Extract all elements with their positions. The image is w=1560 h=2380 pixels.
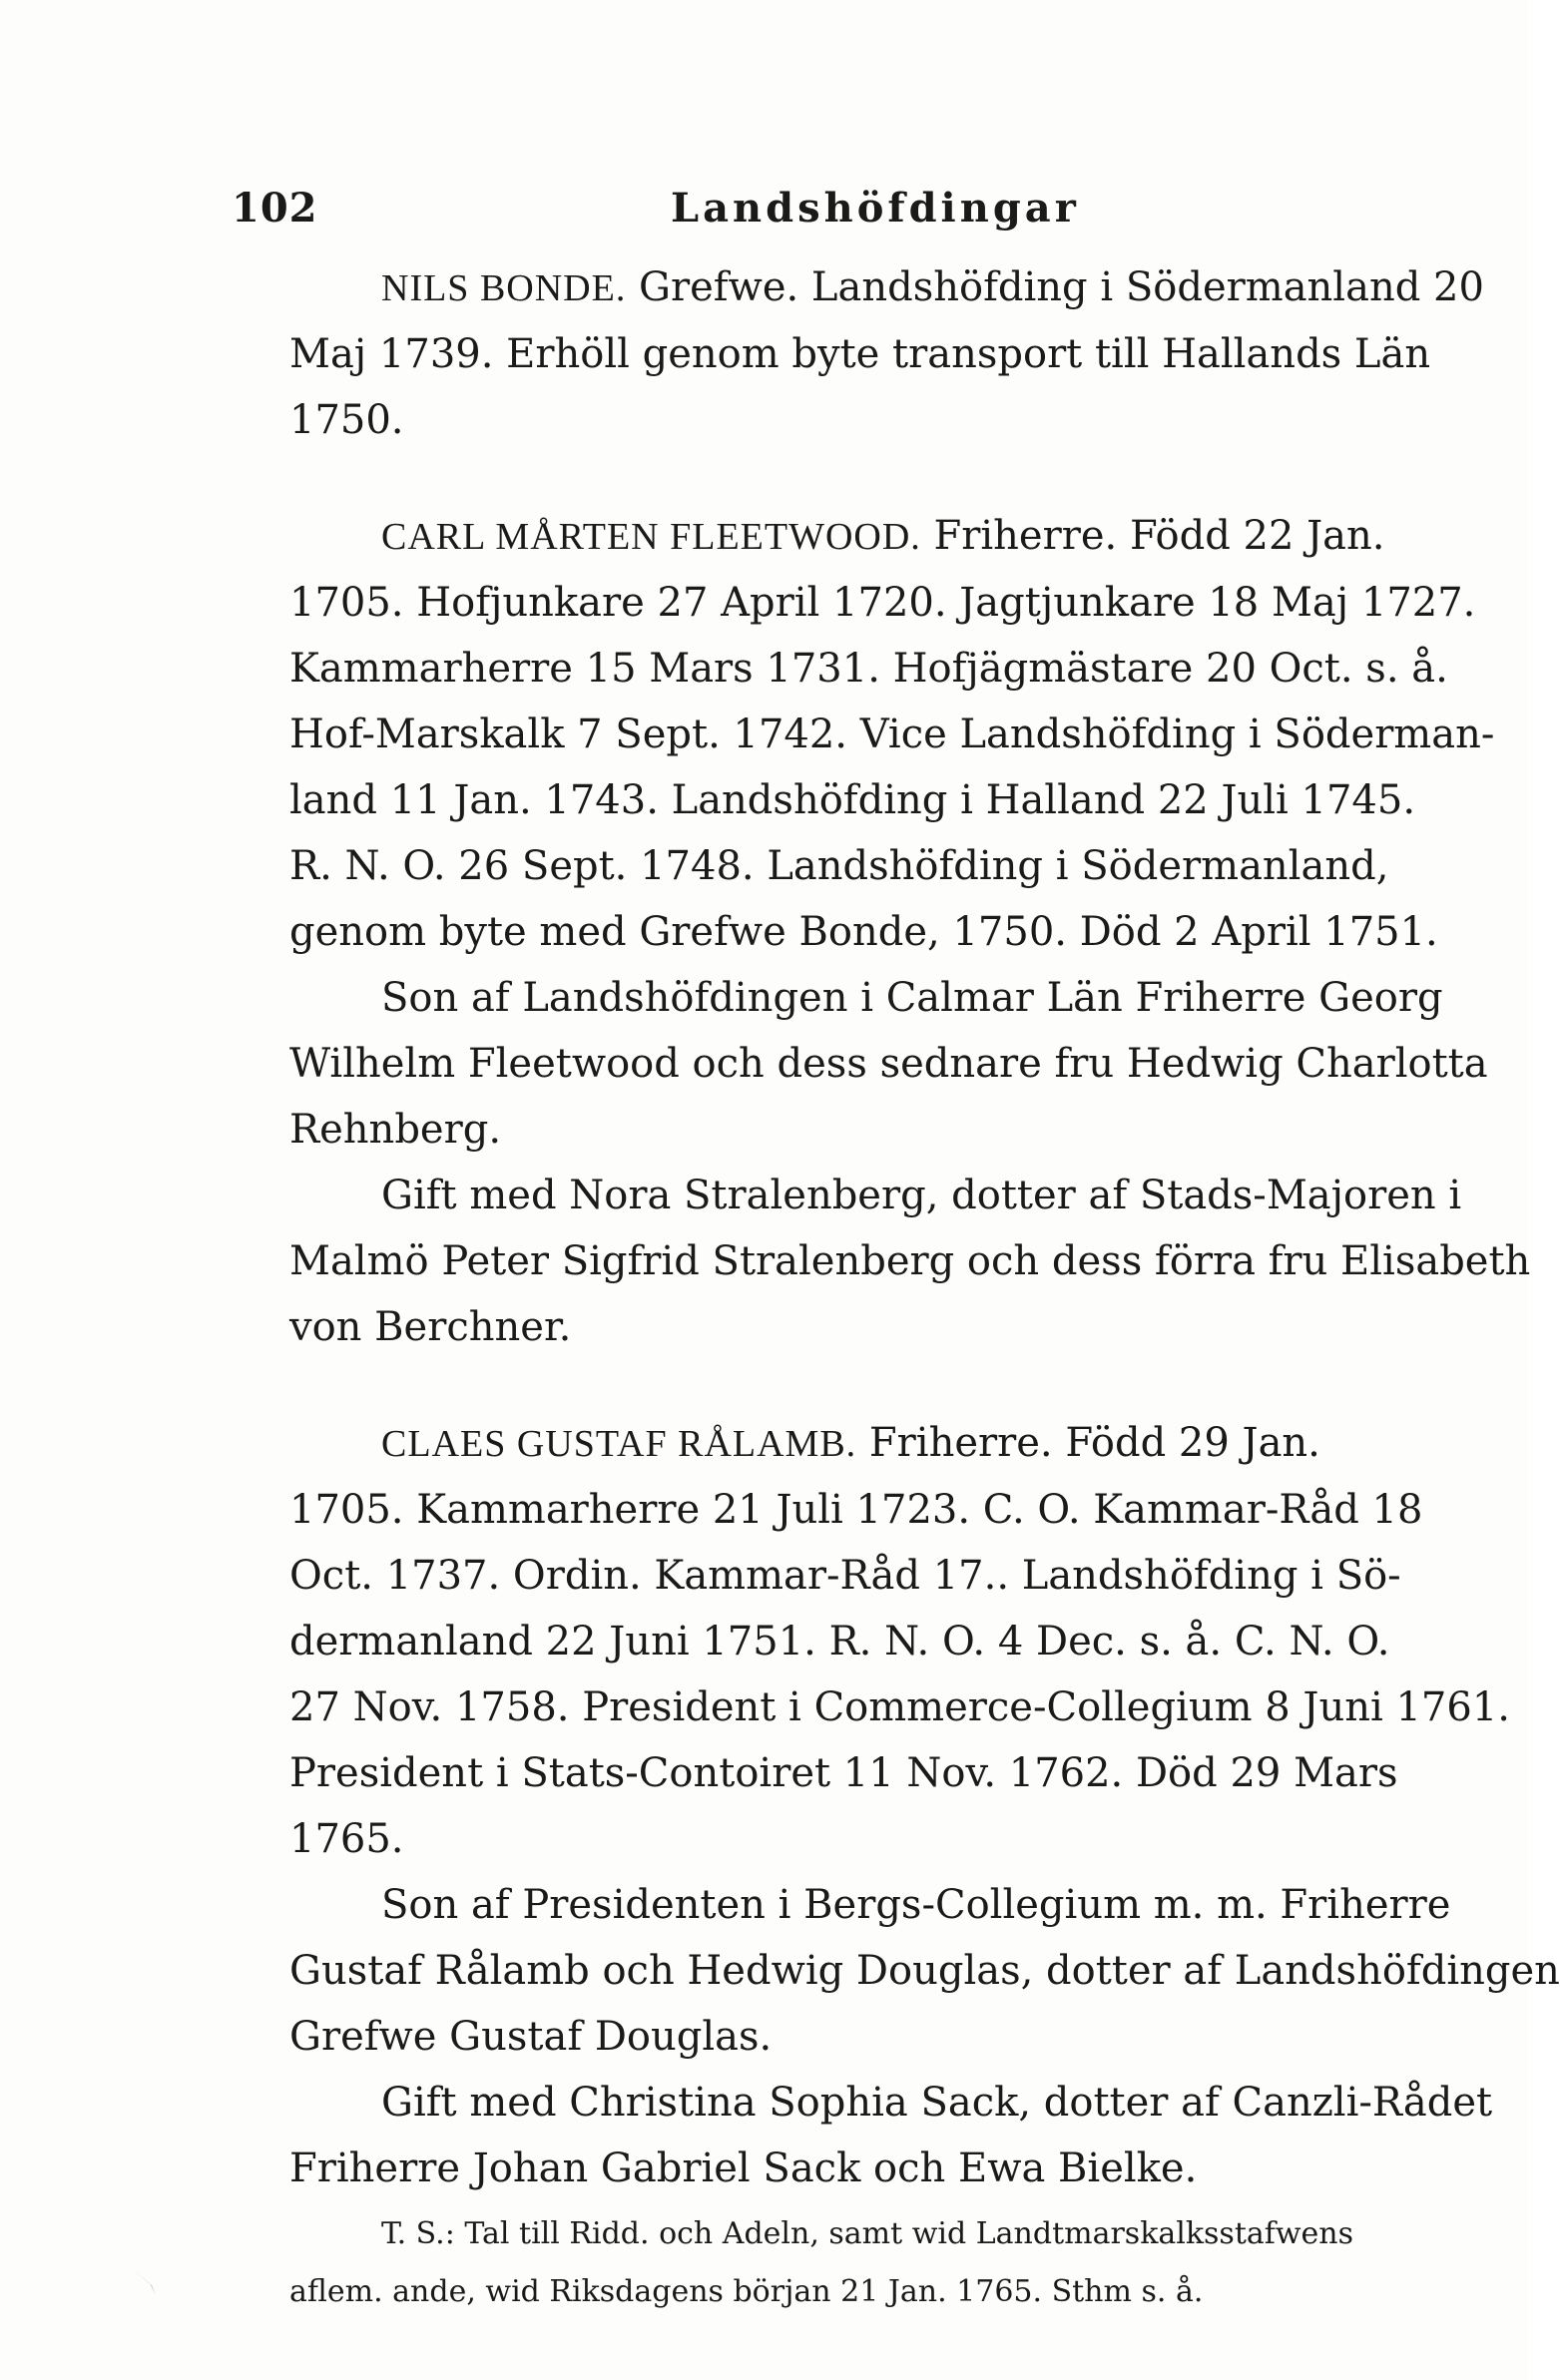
entry-line: 27 Nov. 1758. President i Commerce-Collegium 8 Juni 1761. [289, 1684, 1510, 1730]
paragraph-line: von Berchner. [289, 1304, 572, 1350]
page-header [232, 185, 1419, 244]
person-name: CARL MÅRTEN FLEETWOOD. [381, 516, 921, 558]
entry-line: R. N. O. 26 Sept. 1748. Landshöfding i Södermanland, [289, 843, 1389, 889]
entry-line: dermanland 22 Juni 1751. R. N. O. 4 Dec. s. å. C. N. O. [289, 1619, 1390, 1665]
entry-nils-bonde [289, 254, 1484, 453]
marriage-paragraph [289, 1163, 1531, 1360]
paragraph-line: Grefwe Gustaf Douglas. [289, 2014, 773, 2060]
parentage-paragraph [289, 965, 1488, 1163]
paragraph-line: Malmö Peter Sigfrid Stralenberg och dess förra fru Elisabeth [289, 1238, 1531, 1284]
entry-line: Hof-Marskalk 7 Sept. 1742. Vice Landshöfding i Söderman- [289, 712, 1495, 757]
entry-line: Maj 1739. Erhöll genom byte transport till Hallands Län [289, 331, 1431, 377]
entry-heading-line [289, 254, 1484, 321]
paragraph-line: Wilhelm Fleetwood och dess sednare fru Hedwig Charlotta [289, 1041, 1488, 1087]
entry-line: 1705. Kammarherre 21 Juli 1723. C. O. Kammar-Råd 18 [289, 1487, 1423, 1533]
entry-carl-marten-fleetwood [289, 503, 1531, 1360]
paragraph-line: Son af Presidenten i Bergs-Collegium m. m. Friherre [381, 1882, 1451, 1928]
page-number: 102 [232, 185, 318, 232]
person-name: CLAES GUSTAF RÅLAMB. [381, 1423, 857, 1465]
body-text [289, 254, 1560, 2321]
entry-text: Friherre. Född 29 Jan. [856, 1420, 1320, 1466]
paragraph-line: Gustaf Rålamb och Hedwig Douglas, dotter af Landshöfdingen [289, 1948, 1560, 1994]
entry-line: land 11 Jan. 1743. Landshöfding i Halland 22 Juli 1745. [289, 777, 1416, 823]
entry-claes-gustaf-ralamb [289, 1410, 1560, 2201]
footnote [289, 2205, 1407, 2321]
marriage-paragraph [289, 2070, 1493, 2201]
entry-line: genom byte med Grefwe Bonde, 1750. Död 2 April 1751. [289, 909, 1438, 955]
paragraph-line: Friherre Johan Gabriel Sack och Ewa Bielke. [289, 2145, 1198, 2191]
paragraph-line: Son af Landshöfdingen i Calmar Län Friherre Georg [381, 975, 1443, 1021]
entry-line: President i Stats-Contoiret 11 Nov. 1762. Död 29 Mars [289, 1750, 1398, 1796]
entry-line: 1705. Hofjunkare 27 April 1720. Jagtjunkare 18 Maj 1727. [289, 580, 1476, 626]
paragraph-line: Gift med Christina Sophia Sack, dotter af Canzli-Rådet [381, 2080, 1493, 2126]
entry-line: 1765. [289, 1816, 404, 1862]
entry-heading-line [289, 503, 1407, 570]
footnote-line: aflem. ande, wid Riksdagens början 21 Jan. 1765. Sthm s. å. [289, 2274, 1204, 2309]
paragraph-line: Rehnberg. [289, 1107, 502, 1153]
person-name: NILS BONDE. [381, 267, 627, 309]
footnote-line: T. S.: Tal till Ridd. och Adeln, samt wid Landtmarskalksstafwens [381, 2216, 1354, 2251]
entry-text: Friherre. Född 22 Jan. [920, 513, 1385, 559]
ink-speck-icon [130, 2265, 170, 2305]
paragraph-line: Gift med Nora Stralenberg, dotter af Stads-Majoren i [381, 1173, 1462, 1218]
entry-line: Oct. 1737. Ordin. Kammar-Råd 17.. Landshöfding i Sö- [289, 1553, 1401, 1599]
entry-separator [289, 453, 1407, 503]
entry-heading-line [289, 1410, 1407, 1477]
parentage-paragraph [289, 1872, 1560, 2070]
entry-text: Grefwe. Landshöfding i Södermanland 20 [626, 264, 1484, 310]
entry-separator [289, 1360, 1407, 1410]
entry-line: 1750. [289, 397, 404, 443]
running-head: Landshöfdingar [671, 185, 1080, 232]
entry-line: Kammarherre 15 Mars 1731. Hofjägmästare 20 Oct. s. å. [289, 646, 1448, 692]
